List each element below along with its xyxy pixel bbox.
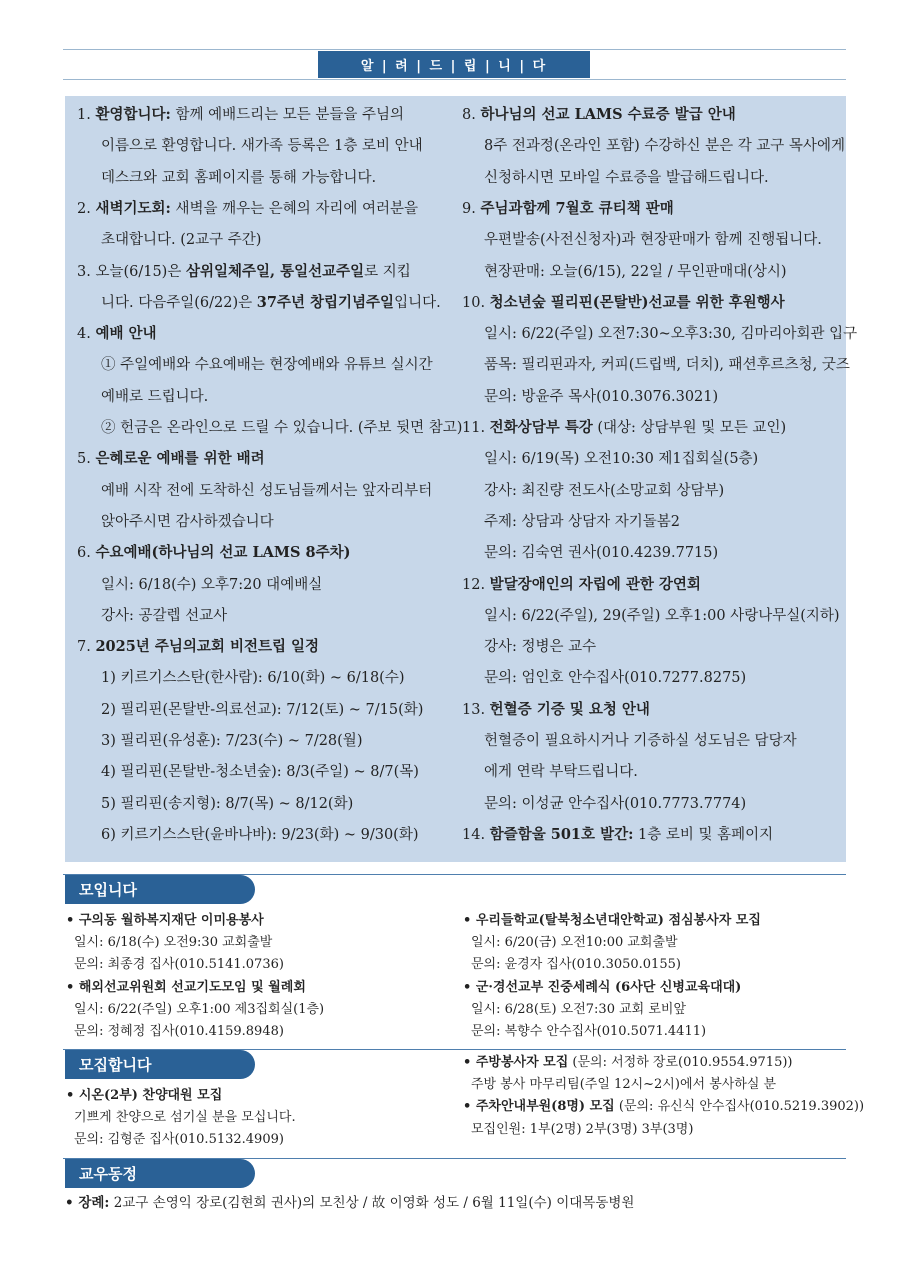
list-item <box>101 703 423 718</box>
item-number: 10. <box>462 294 486 311</box>
list-item <box>463 914 761 927</box>
item-text: 강사: 공갈렙 선교사 <box>101 607 228 624</box>
item-text: 예배로 드립니다. <box>101 388 209 405</box>
section-label-gyowoo: 교우동정 <box>65 1159 255 1188</box>
list-item <box>462 575 701 593</box>
item-title: 은혜로운 예배를 위한 배려 <box>95 450 265 468</box>
item-title: 2025년 주님의교회 비전트립 일정 <box>95 638 320 656</box>
announcement-panel <box>65 96 858 862</box>
item-text: 1) 키르기스스탄(한사람): 6/10(화) ~ 6/18(수) <box>101 670 405 687</box>
list-item <box>462 108 736 123</box>
item-text: 니다. 다음주일(6/22)은 <box>101 294 257 311</box>
item-number: 14. <box>462 826 486 843</box>
item-number: 12. <box>462 576 486 593</box>
list-item <box>462 700 650 718</box>
item-number: 9. <box>462 200 476 217</box>
list-item <box>101 671 405 686</box>
item-title: 37주년 창립기념주일 <box>256 293 395 311</box>
item-text: 신청하시면 모바일 수료증을 발급해드립니다. <box>484 169 769 186</box>
list-item <box>101 293 441 311</box>
list-item <box>77 327 157 342</box>
item-title: 헌혈증 기증 및 요청 안내 <box>489 700 650 718</box>
list-item <box>77 108 404 123</box>
item-title: 환영합니다: <box>95 106 171 123</box>
item-text: 우편발송(사전신청자)과 현장판매가 함께 진행됩니다. <box>484 232 822 249</box>
item-text: 문의: 최종경 집사(010.5141.0736) <box>74 957 284 973</box>
item-title: • 구의동 월하복지재단 이미용봉사 <box>66 913 264 928</box>
list-item <box>484 546 718 561</box>
item-title: 전화상담부 특강 <box>489 419 593 436</box>
item-text: 문의: 정혜정 집사(010.4159.8948) <box>74 1024 284 1039</box>
item-text: 일시: 6/18(수) 오전9:30 교회출발 <box>74 935 273 951</box>
item-text: 품목: 필리핀과자, 커피(드립백, 더치), 패션후르츠청, 굿즈 <box>484 357 850 374</box>
list-item <box>484 734 797 749</box>
item-text: (문의: 유신식 안수집사(010.5219.3902)) <box>614 1099 865 1115</box>
item-text: 현장판매: 오늘(6/15), 22일 / 무인판매대(상시) <box>484 263 787 280</box>
list-item <box>471 1025 706 1038</box>
item-text: 오늘(6/15)은 <box>95 263 186 280</box>
item-text: 문의: 김숙연 권사(010.4239.7715) <box>484 545 719 562</box>
item-text: 문의: 김형준 집사(010.5132.4909) <box>74 1132 284 1148</box>
list-item <box>471 1003 686 1016</box>
item-title: 함즐함울 501호 발간: <box>489 825 634 843</box>
funeral-text: 2교구 손영익 장로(김현희 권사)의 모친상 / 故 이영화 성도 / 6월 11일(수) 이대목동병원 <box>109 1195 635 1211</box>
item-title: 하나님의 선교 LAMS 수료증 발급 안내 <box>480 106 736 123</box>
list-item <box>77 546 350 561</box>
item-text: 일시: 6/20(금) 오전10:00 교회출발 <box>471 935 678 951</box>
item-title: 수요예배(하나님의 선교 LAMS 8주차) <box>95 544 351 562</box>
list-item <box>66 1089 222 1102</box>
list-item <box>484 265 787 280</box>
list-item <box>484 358 850 373</box>
list-item <box>484 640 596 655</box>
list-item <box>463 981 741 994</box>
item-number: 6. <box>77 545 91 562</box>
item-text: 1층 로비 및 홈페이지 <box>633 826 774 843</box>
list-item <box>484 171 769 186</box>
item-text: 4) 필리핀(몬탈반-청소년숲): 8/3(주일) ~ 8/7(목) <box>101 764 419 781</box>
item-text: 헌혈증이 필요하시거나 기증하실 성도님은 담당자 <box>484 733 797 749</box>
item-text: 8주 전과정(온라인 포함) 수강하신 분은 각 교구 목사에게 <box>484 138 845 155</box>
item-text: ① 주일예배와 수요예배는 현장예배와 유튜브 실시간 <box>101 357 433 374</box>
item-title: • 우리들학교(탈북청소년대안학교) 점심봉사자 모집 <box>463 913 761 928</box>
list-item <box>74 958 284 971</box>
item-text: 로 지킵 <box>364 263 411 280</box>
item-text: 5) 필리핀(송지형): 8/7(목) ~ 8/12(화) <box>101 795 354 812</box>
item-text: ② 헌금은 온라인으로 드릴 수 있습니다. (주보 뒷면 참고) <box>101 420 463 436</box>
list-item <box>101 421 462 436</box>
item-text: 일시: 6/22(주일) 오후1:00 제3집회실(1층) <box>74 1001 325 1017</box>
item-text: 일시: 6/18(수) 오후7:20 대예배실 <box>101 576 323 593</box>
list-item <box>101 358 433 373</box>
list-item <box>471 1078 776 1091</box>
list-item <box>484 452 758 467</box>
item-text: (대상: 상담부원 및 모든 교인) <box>592 420 787 436</box>
list-item <box>101 390 208 405</box>
list-item <box>484 390 718 405</box>
item-text: (문의: 서정하 장로(010.9554.9715)) <box>568 1055 793 1070</box>
funeral-title: • 장례: <box>65 1195 110 1211</box>
list-item <box>74 1111 296 1124</box>
item-text: 문의: 이성균 안수집사(010.7773.7774) <box>484 795 747 812</box>
item-title: • 군·경선교부 진중세례식 (6사단 신병교육대대) <box>463 979 742 995</box>
item-number: 5. <box>77 451 91 468</box>
item-text: 모집인원: 1부(2명) 2부(3명) 3부(3명) <box>471 1121 694 1137</box>
item-text: 새벽을 깨우는 은혜의 자리에 여러분을 <box>170 200 418 217</box>
item-text: 일시: 6/19(목) 오전10:30 제1집회실(5층) <box>484 451 759 468</box>
item-title: 청소년숲 필리핀(몬탈반)선교를 위한 후원행사 <box>489 293 785 311</box>
item-text: 초대합니다. (2교구 주간) <box>101 232 262 249</box>
list-item <box>66 914 264 927</box>
list-item <box>101 139 423 154</box>
list-item <box>74 1025 284 1038</box>
list-item <box>484 765 638 780</box>
list-item <box>462 199 674 217</box>
list-item <box>484 609 840 624</box>
item-text: 문의: 방윤주 목사(010.3076.3021) <box>484 388 719 405</box>
list-item <box>77 640 319 655</box>
item-number: 3. <box>77 263 91 280</box>
list-item <box>463 1100 864 1113</box>
list-item <box>101 765 419 780</box>
list-item <box>74 936 272 949</box>
list-item <box>462 293 785 311</box>
item-text: 입니다. <box>394 294 441 311</box>
item-number: 8. <box>462 107 476 123</box>
list-item <box>74 1133 284 1146</box>
item-text: 3) 필리핀(유성훈): 7/23(수) ~ 7/28(월) <box>101 733 363 749</box>
list-item <box>484 233 822 248</box>
list-item <box>484 515 680 530</box>
top-divider-2 <box>63 79 846 80</box>
item-title: • 시온(2부) 찬양대원 모집 <box>66 1088 223 1103</box>
item-text: 일시: 6/28(토) 오전7:30 교회 로비앞 <box>471 1001 687 1017</box>
item-text: 문의: 복향수 안수집사(010.5071.4411) <box>471 1024 707 1039</box>
list-item <box>484 139 845 154</box>
item-title: • 해외선교위원회 선교기도모임 및 월례회 <box>66 979 306 995</box>
list-item <box>101 578 322 593</box>
list-item <box>484 671 746 686</box>
funeral-notice <box>65 1197 634 1211</box>
item-text: 6) 키르기스스탄(윤바나바): 9/23(화) ~ 9/30(화) <box>101 826 419 843</box>
item-text: 함께 예배드리는 모든 분들을 주님의 <box>170 107 404 123</box>
item-text: 예배 시작 전에 도착하신 성도님들께서는 앞자리부터 <box>101 482 433 499</box>
item-title: 발달장애인의 자립에 관한 강연회 <box>489 575 701 593</box>
item-text: 강사: 최진량 전도사(소망교회 상담부) <box>484 482 725 499</box>
list-item <box>101 233 261 248</box>
item-text: 데스크와 교회 홈페이지를 통해 가능합니다. <box>101 169 377 186</box>
list-item <box>101 609 227 624</box>
list-item <box>101 797 353 812</box>
item-text: 앉아주시면 감사하겠습니다 <box>101 513 274 530</box>
list-item <box>471 1123 693 1136</box>
item-text: 이름으로 환영합니다. 새가족 등록은 1층 로비 안내 <box>101 138 423 155</box>
list-item <box>77 199 418 217</box>
list-item <box>74 1003 324 1016</box>
section-label-mojip: 모집합니다 <box>65 1050 255 1079</box>
item-title: 삼위일체주일, 통일선교주일 <box>185 262 365 280</box>
item-text: 2) 필리핀(몬탈반-의료선교): 7/12(토) ~ 7/15(화) <box>101 701 424 718</box>
page-title: 알 | 려 | 드 | 립 | 니 | 다 <box>318 51 590 78</box>
list-item <box>66 981 306 994</box>
item-number: 13. <box>462 701 486 718</box>
item-title: • 주차안내부원(8명) 모집 <box>463 1099 615 1115</box>
item-number: 2. <box>77 200 91 217</box>
list-item <box>463 1056 793 1069</box>
list-item <box>101 515 274 530</box>
item-text: 문의: 엄인호 안수집사(010.7277.8275) <box>484 670 747 687</box>
item-title: 주님과함께 7월호 큐티책 판매 <box>480 199 674 217</box>
item-text: 강사: 정병은 교수 <box>484 639 597 656</box>
item-text: 일시: 6/22(주일), 29(주일) 오후1:00 사랑나무실(지하) <box>484 607 840 624</box>
list-item <box>101 734 362 749</box>
item-text: 기쁘게 찬양으로 섬기실 분을 모십니다. <box>74 1110 296 1126</box>
item-title: 새벽기도회: <box>95 199 171 217</box>
list-item <box>101 828 419 843</box>
list-item <box>462 421 786 436</box>
item-text: 에게 연락 부탁드립니다. <box>484 764 638 781</box>
list-item <box>101 484 432 499</box>
item-number: 1. <box>77 107 91 123</box>
list-item <box>484 327 857 342</box>
item-number: 7. <box>77 639 91 656</box>
item-number: 11. <box>462 420 486 436</box>
item-text: 주제: 상담과 상담자 자기돌봄2 <box>484 513 681 530</box>
list-item <box>484 797 746 812</box>
list-item <box>471 958 681 971</box>
list-item <box>462 825 774 843</box>
list-item <box>471 936 678 949</box>
list-item <box>77 452 265 467</box>
item-text: 문의: 윤경자 집사(010.3050.0155) <box>471 957 681 973</box>
list-item <box>484 484 724 499</box>
item-number: 4. <box>77 326 91 343</box>
item-text: 일시: 6/22(주일) 오전7:30~오후3:30, 김마리아회관 입구 <box>484 326 858 343</box>
top-divider <box>63 49 846 50</box>
item-text: 주방 봉사 마무리팀(주일 12시~2시)에서 봉사하실 분 <box>471 1077 777 1093</box>
item-title: 예배 안내 <box>95 325 157 343</box>
list-item <box>101 171 376 186</box>
item-title: • 주방봉사자 모집 <box>463 1055 569 1070</box>
list-item <box>77 262 411 280</box>
section-label-moim: 모입니다 <box>65 875 255 904</box>
